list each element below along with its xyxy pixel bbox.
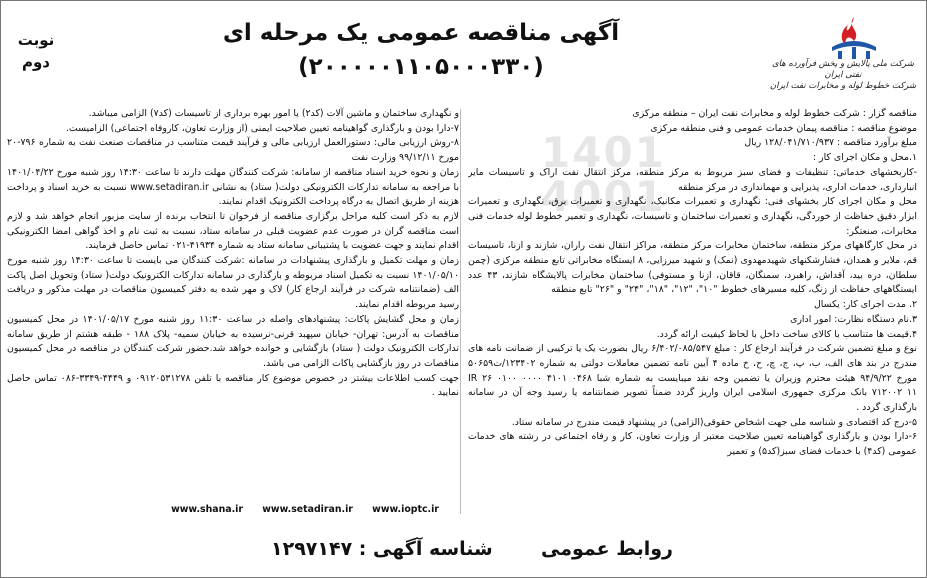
paragraph: مناقصه گزار : شرکت خطوط لوله و مخابرات نفت ایران – منطقه مرکزی [632,108,917,119]
tender-number: (۲۰۰۰۰۰۱۱۰۵۰۰۰۳۳۰) [298,54,544,80]
paragraph: زمان و محل گشایش پاکات: پیشنهادهای واصله در ساعت ۱۱:۳۰ روز شنبه مورخ ۱۴۰۱/۰۵/۱۷ در محل کمیسیون مناقصات به آدرس: تهران- خیابان سپهبد قرنی-نرسیده به خیابان سمیه- پلاک ۱۸۸ - طبقه هشتم از طریق سامانه تدارکات الکترونیک دولت ( ستاد) بازگشایی و خوانده خواهد شد.حضور شرکت کنندگان در مناقصه در محل کمیسیون مناقصات در روز بازگشایی پاکات الزامی می باشد. [7,313,459,369]
paragraph: و نگهداری ساختمان و ماشین آلات (کد۲) یا امور بهره برداری از تاسیسات (کد۷) الزامی میباشد. [88,108,459,119]
right-column [468,107,917,519]
paragraph: مبلغ برآورد مناقصه : ۱۲۸/۰۴۱/۷۱۰/۹۳۷ ریال [744,137,917,149]
paragraph: ۷-دارا بودن و بارگذاری گواهینامه تعیین صلاحیت ایمنی (از وزارت تعاون، کاروفاه اجتماعی) الزامیست. [65,122,459,134]
company-name-line1: شرکت ملی پالایش و پخش فرآورده های نفتی ایران [772,59,914,80]
ad-id: شناسه آگهی : ۱۲۹۷۱۴۷ [271,538,493,560]
public-relations-label: روابط عمومی [541,538,673,560]
company-name-line2: شرکت خطوط لوله و مخابرات نفت ایران [769,81,917,91]
paragraph: ۴.قیمت ها متناسب با کالای ساخت داخل با لحاظ کیفیت ارائه گردد. [656,328,917,340]
paragraph: موضوع مناقصه : مناقصه پیمان خدمات عمومی و فنی منطقه مرکزی [650,122,917,134]
paragraph: ۲. مدت اجرای کار: یکسال [813,299,917,311]
paragraph: نوع و مبلغ تضمین شرکت در فرآیند ارجاع کار : مبلغ ۶/۴۰۲/۰۸۵/۵۴۷ ریال بصورت یک یا ترکیبی از ضمانت نامه های مندرج در بند های الف، ب، پ، ج، چ، ح، خ ماده ۴ آیین نامه تضمین معاملات دولتی به شماره ۱۲۳۴۰۲/ت۵۰۶۵۹ مورخ ۹۴/۹/۲۲ هیئت محترم وزیران یا تضمین وجه نقد میبایست به شماره شبا IR ۲۶ ۰۱۰۰ ۰۰۰۰ ۴۱۰۱ ۰۴۶۸ ۷۱۲۰۰۲ ۱۱ بانک مرکزی جمهوری اسلامی ایران واریز گردد ضمناً تصویر ضمانتنامه یا رسید وجه آن در سامانه بارگذاری گردد . [468,343,917,414]
paragraph: -کاربخشهای خدماتی: تنظیفات و فضای سبز مربوط به مرکز منطقه، مرکز انتقال نفت اراک و تاسیسات مایر انبارداری، خدمات اداری، پذیرایی و مهمانداری در مرکز منطقه [468,166,917,193]
notice-footer [1,524,926,577]
paragraph: ۶-دارا بودن و بارگذاری گواهینامه تعیین صلاحیت معتبر از وزارت تعاون، کار و رفاه اجتماعی در رشته های خدمات عمومی (کد۴) با خدمات فضای سبز(کد۵) و تعمیر [468,431,917,458]
paragraph: در محل کارگاههای مرکز منطقه، ساختمان مخابرات مرکز منطقه، مراکز انتقال نفت راران، شازند و ازنا، تاسیسات قم، ملایر و همدان، فشارشکنهای شهیدمهدوی (نمک) و شهید میرزایی، ۸ ایستگاه مخابراتی تابع منطقه مرکزی (چمن سلطان، دره بید، آقداش، راهبرد، سمنگان، قاقان، ازنا و مستوفی) ساختمان مخابرات پالایشگاه شازند، ۴۳ عدد ایستگاههای حفاظت از زنگ، کلیه مسیرهای خطوط "۱۰"، "۱۲"، "۱۸"، "۲۴" و "۲۶" تابع منطقه [468,240,917,296]
paragraph: ۳.نام دستگاه نظارت: امور اداری [790,313,917,325]
notice-title: آگهی مناقصه عمومی یک مرحله ای [222,20,620,46]
round-value: دوم [21,53,50,71]
publication-round [5,29,67,91]
stamp-watermark: 1401 4001 [541,128,666,221]
company-logo [770,15,920,105]
website-links [151,503,459,517]
paragraph: زمان و نحوه خرید اسناد مناقصه از سامانه: شرکت کنندگان مهلت دارند تا ساعت ۱۴:۳۰ روز شنبه مورخ ۱۴۰۱/۰۴/۲۲ با مراجعه به سامانه تدارکات الکترونیکی دولت( ستاد) به نشانی www.setadiran.ir نسبت به خرید اسناد و پرداخت هزینه از طریق اتصال به درگاه پرداخت الکترونیک اقدام نمایند. [7,166,459,208]
paragraph: محل و مکان اجرای کار بخشهای فنی: نگهداری و تعمیرات مکانیک، نگهداری و تعمیرات برق، نگهداری و تعمیرات ابزار دقیق حفاظت از خوردگی، نگهداری و تعمیرات ساختمان و تاسیسات، نگهداری و تعمیر خطوط لوله خدمات فنی مخابرات، صنعتگر: [468,196,917,237]
paragraph: ۸-روش ارزیابی مالی: دستورالعمل ارزیابی مالی و فرآیند قیمت متناسب در مناقصات صنعت نفت به شماره ۷۹۶-۲۰ مورخ ۹۹/۱۲/۱۱ وزارت نفت [7,137,459,164]
notice-body [7,107,919,519]
flame-logo-icon [826,15,882,59]
round-label: نوبت [17,31,55,49]
left-column [7,107,459,519]
paragraph: ۱.محل و مکان اجرای کار : [812,152,917,164]
paragraph: زمان و مهلت تکمیل و بارگذاری پیشنهادات در سامانه :شرکت کنندگان می بایست تا ساعت ۱۴:۳۰ روز شنبه مورخ ۱۴۰۱/۰۵/۱۰ نسبت به تکمیل اسناد مربوطه و بارگذاری در سامانه تدارکات الکترونیک دولت( ستاد) وتحویل اصل پاکت الف (ضمانتنامه شرکت در فرآیند ارجاع کار) لاک و مهر شده به دفتر کمیسیون مناقصات در مهلت مذکور و دریافت رسید مربوطه اقدام نمایند. [7,255,459,311]
website-link-setadiran[interactable]: www.setadiran.ir [262,504,353,515]
company-name [768,59,918,92]
paragraph: لازم به ذکر است کلیه مراحل برگزاری مناقصه از فرخوان تا انتخاب برنده از سایت مزبور انجام خواهد شد و لازم است مناقصه گران در صورت عدم عضویت قبلی در سامانه ستاد، نسبت به ثبت نام و اخذ گواهی امضا الکترونیکی اقدام نمایند و جهت عضویت با پشتیبانی سامانه ستاد به شماره ۴۱۹۳۴-۰۲۱ تماس حاصل فرمایند. [7,210,459,252]
notice-header [1,1,926,105]
website-link-ioptc[interactable]: www.ioptc.ir [372,504,439,515]
paragraph: ۵-درج کد اقتصادی و شناسه ملی جهت اشخاص حقوقی(الزامی) در پیشنهاد قیمت مندرج در سامانه ستاد. [511,416,917,428]
website-link-shana[interactable]: www.shana.ir [171,504,243,515]
paragraph: جهت کسب اطلاعات بیشتر در خصوص موضوع کار مناقصه با تلفن ۰۹۱۲۰۵۳۱۲۷۸ و ۴۴۴۹-۳۳۴۹-۰۸۶ تماس حاصل نمایید . [7,372,459,399]
